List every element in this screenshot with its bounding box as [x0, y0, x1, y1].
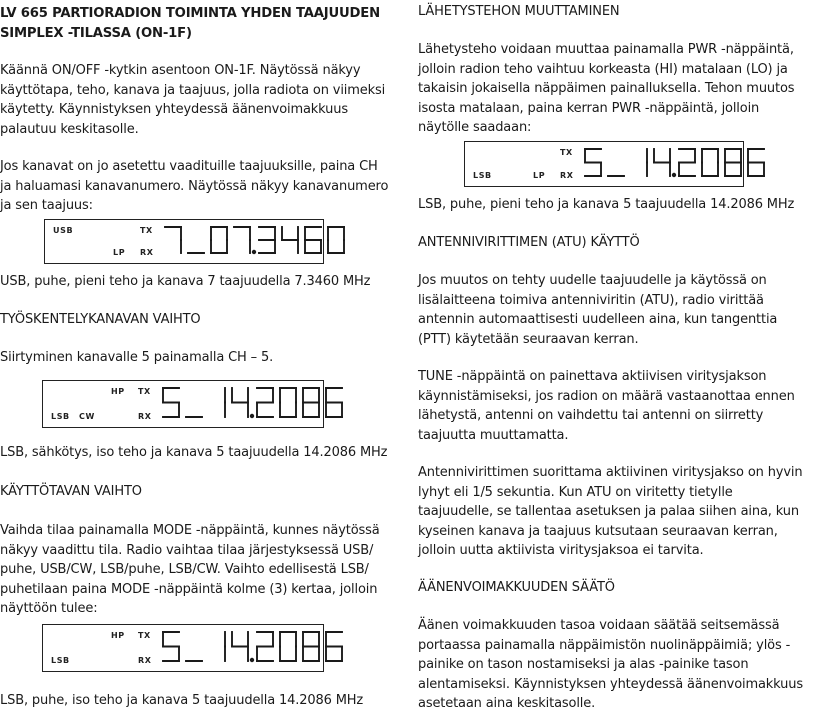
lcd-decimal-point — [252, 250, 256, 254]
channel-change-paragraph: Siirtyminen kanavalle 5 painamalla CH – 5. — [0, 350, 274, 365]
volume-paragraph: Äänen voimakkuuden tasoa voidaan säätää seitsemässä portaassa painamalla näppäimistön nuolinäppäimiä; ylös - painike on tason nostamiseksi ja alas -painike tason alentamiseksi. Käynnistyksen yhteydessä äänenvoimakkuus asetetaan aina keskitasolle. — [418, 618, 803, 711]
lcd-cw-indicator: CW — [79, 412, 95, 421]
heading-mode-change: KÄYTTÖTAVAN VAIHTO — [0, 484, 142, 499]
lcd-rx-indicator: RX — [138, 412, 152, 421]
lcd-seven-segment-readout — [43, 381, 323, 427]
lcd-tx-indicator: TX — [140, 226, 153, 235]
lcd-decimal-point — [250, 414, 254, 418]
lcd-power-indicator: HP — [111, 387, 125, 396]
lcd-display-2 — [42, 380, 324, 428]
display-1-caption: USB, puhe, pieni teho ja kanava 7 taajuudella 7.3460 MHz — [0, 274, 371, 289]
lcd-power-indicator: HP — [111, 631, 125, 640]
heading-power-change: LÄHETYSTEHON MUUTTAMINEN — [418, 4, 620, 19]
lcd-seven-segment-readout — [45, 220, 323, 263]
lcd-mode-indicator: LSB — [51, 656, 70, 665]
lcd-power-indicator: LP — [113, 248, 126, 257]
channel-select-paragraph: Jos kanavat on jo asetettu vaadituille taajuuksille, paina CH ja haluamasi kanavanumero. Näytössä näkyy kanavanumero ja sen taajuus: — [0, 159, 389, 213]
lcd-mode-indicator: LSB — [51, 412, 70, 421]
heading-channel-change: TYÖSKENTELYKANAVAN VAIHTO — [0, 312, 201, 327]
lcd-mode-indicator: USB — [53, 226, 74, 235]
atu-paragraph-1: Jos muutos on tehty uudelle taajuudelle ja käytössä on lisälaitteena toimiva antenniviritin (ATU), radio virittää antennin automaattisesti uudelleen aina, kun tangenttia (PTT) käytetään seuraavan kerran. — [418, 273, 778, 347]
display-4-caption: LSB, puhe, pieni teho ja kanava 5 taajuudella 14.2086 MHz — [418, 197, 795, 212]
lcd-display-1 — [44, 219, 324, 264]
document-title: LV 665 PARTIORADION TOIMINTA YHDEN TAAJUUDEN SIMPLEX -TILASSA (ON-1F) — [0, 6, 380, 41]
atu-paragraph-3: Antennivirittimen suorittama aktiivinen viritysjakso on hyvin lyhyt eli 1/5 sekuntia. Kun ATU on viritetty tietylle taajuudelle, se tallentaa asetuksen ja palaa siihen aina, kun kyseinen kanava ja taajuus kutsutaan seuraavan kerran, jolloin uutta aktiivista viritysjaksoa ei tarvita. — [418, 465, 803, 558]
display-2-caption: LSB, sähkötys, iso teho ja kanava 5 taajuudella 14.2086 MHz — [0, 445, 388, 460]
lcd-display-4 — [464, 141, 744, 187]
lcd-decimal-point — [672, 173, 676, 177]
intro-paragraph: Käännä ON/OFF -kytkin asentoon ON-1F. Näytössä näkyy käyttötapa, teho, kanava ja taajuus, jolla radiota on viimeksi käytetty. Käynnistyksen yhteydessä äänenvoimakkuus palautuu keskitasolle. — [0, 63, 386, 137]
lcd-rx-indicator: RX — [140, 248, 154, 257]
lcd-mode-indicator: LSB — [473, 171, 492, 180]
heading-volume: ÄÄNENVOIMAKKUUDEN SÄÄTÖ — [418, 580, 615, 595]
lcd-power-indicator: LP — [533, 171, 546, 180]
atu-paragraph-2: TUNE -näppäintä on painettava aktiivisen viritysjakson käynnistämiseksi, jos radion on määrä vastaanottaa ennen lähetystä, antenni on vaihdettu tai antenni on siirretty taajuutta muuttamatta. — [418, 369, 795, 443]
lcd-tx-indicator: TX — [560, 148, 573, 157]
display-3-caption: LSB, puhe, iso teho ja kanava 5 taajuudella 14.2086 MHz — [0, 693, 364, 708]
lcd-tx-indicator: TX — [138, 631, 151, 640]
lcd-seven-segment-readout — [465, 142, 743, 186]
heading-atu: ANTENNIVIRITTIMEN (ATU) KÄYTTÖ — [418, 235, 640, 250]
lcd-seven-segment-readout — [43, 625, 323, 671]
lcd-rx-indicator: RX — [560, 171, 574, 180]
power-change-paragraph: Lähetysteho voidaan muuttaa painamalla PWR -näppäintä, jolloin radion teho vaihtuu korkeasta (HI) matalaan (LO) ja takaisin jokaisella näppäimen painalluksella. Tehon muutos isosta matalaan, paina kerran PWR -näppäintä, jolloin näytölle saadaan: — [418, 42, 795, 135]
lcd-rx-indicator: RX — [138, 656, 152, 665]
mode-change-paragraph: Vaihda tilaa painamalla MODE -näppäintä, kunnes näytössä näkyy vaadittu tila. Radio vaihtaa tilaa järjestyksessä USB/ puhe, USB/CW, LSB/puhe, LSB/CW. Vaihto edellisestä LSB/ puhetilaan paina MODE -näppäintä kolme (3) kertaa, jolloin näyttöön tulee: — [0, 523, 380, 616]
lcd-tx-indicator: TX — [138, 387, 151, 396]
lcd-decimal-point — [250, 658, 254, 662]
lcd-display-3 — [42, 624, 324, 672]
